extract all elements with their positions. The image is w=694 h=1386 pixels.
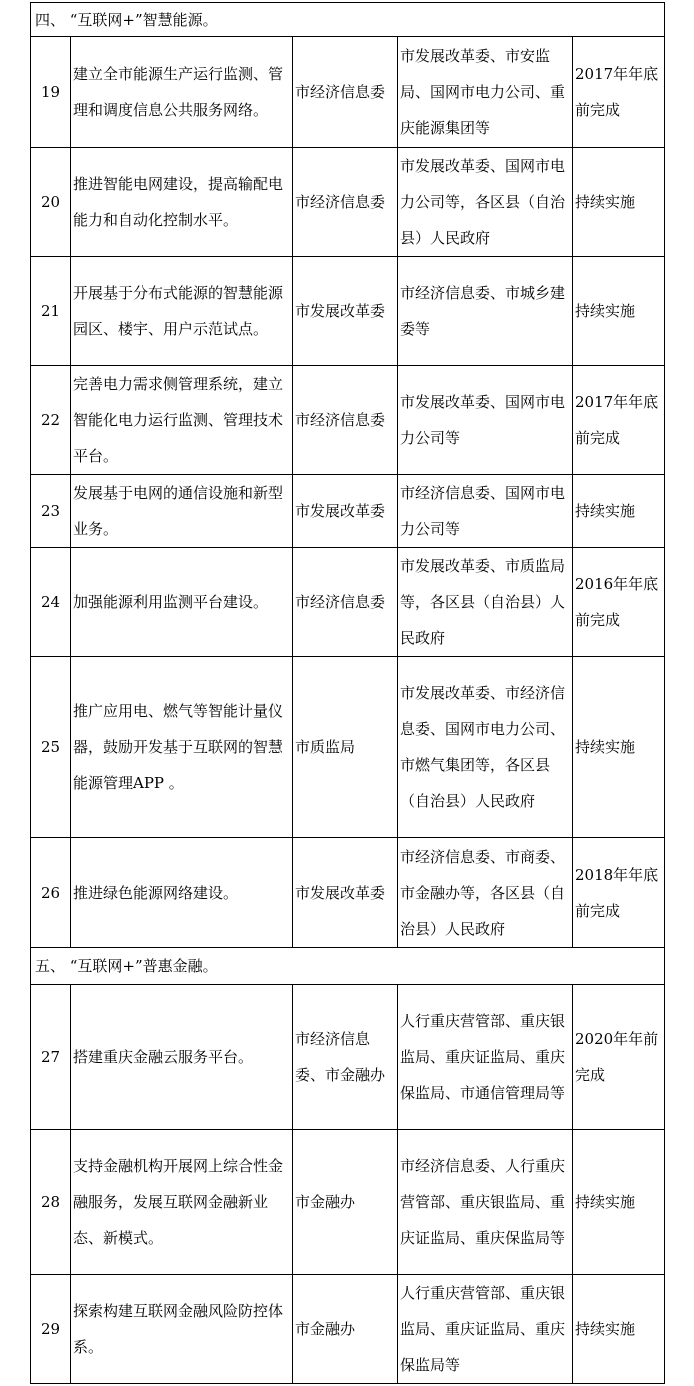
- row-number: 19: [31, 37, 71, 148]
- partner-units-cell: 市经济信息委、市商委、市金融办等，各区县（自治县）人民政府: [398, 838, 573, 948]
- table-row: [31, 1130, 665, 1275]
- deadline-cell: 2017年年底前完成: [573, 366, 665, 475]
- row-number: 20: [31, 148, 71, 257]
- deadline-cell: 2018年年底前完成: [573, 838, 665, 948]
- row-number: 26: [31, 838, 71, 948]
- task-cell: 支持金融机构开展网上综合性金融服务，发展互联网金融新业态、新模式。: [71, 1130, 293, 1275]
- row-number: 25: [31, 657, 71, 838]
- task-table: [30, 2, 665, 1384]
- partner-units-cell: 市发展改革委、国网市电力公司等: [398, 366, 573, 475]
- table-row: [31, 548, 665, 657]
- section-header-row: [31, 3, 665, 37]
- partner-units-cell: 人行重庆营管部、重庆银监局、重庆证监局、重庆保监局、市通信管理局等: [398, 985, 573, 1130]
- table-row: [31, 148, 665, 257]
- deadline-cell: 2020年年前完成: [573, 985, 665, 1130]
- table-row: [31, 985, 665, 1130]
- partner-units-cell: 市经济信息委、人行重庆营管部、重庆银监局、重庆证监局、重庆保监局等: [398, 1130, 573, 1275]
- task-cell: 开展基于分布式能源的智慧能源园区、楼宇、用户示范试点。: [71, 257, 293, 366]
- row-number: 28: [31, 1130, 71, 1275]
- row-number: 23: [31, 475, 71, 548]
- deadline-cell: 2017年年底前完成: [573, 37, 665, 148]
- lead-unit-cell: 市金融办: [293, 1130, 398, 1275]
- partner-units-cell: 市经济信息委、国网市电力公司等: [398, 475, 573, 548]
- deadline-cell: 持续实施: [573, 657, 665, 838]
- lead-unit-cell: 市经济信息委: [293, 148, 398, 257]
- table-row: [31, 657, 665, 838]
- task-cell: 建立全市能源生产运行监测、管理和调度信息公共服务网络。: [71, 37, 293, 148]
- deadline-cell: 2016年年底前完成: [573, 548, 665, 657]
- deadline-cell: 持续实施: [573, 1275, 665, 1384]
- deadline-cell: 持续实施: [573, 475, 665, 548]
- lead-unit-cell: 市经济信息委: [293, 366, 398, 475]
- row-number: 29: [31, 1275, 71, 1384]
- task-table-container: [30, 2, 664, 1384]
- deadline-cell: 持续实施: [573, 1130, 665, 1275]
- task-cell: 推进智能电网建设，提高输配电能力和自动化控制水平。: [71, 148, 293, 257]
- lead-unit-cell: 市发展改革委: [293, 475, 398, 548]
- lead-unit-cell: 市质监局: [293, 657, 398, 838]
- task-cell: 推广应用电、燃气等智能计量仪器，鼓励开发基于互联网的智慧能源管理APP 。: [71, 657, 293, 838]
- partner-units-cell: 市发展改革委、市质监局等，各区县（自治县）人民政府: [398, 548, 573, 657]
- task-cell: 搭建重庆金融云服务平台。: [71, 985, 293, 1130]
- task-cell: 发展基于电网的通信设施和新型业务。: [71, 475, 293, 548]
- partner-units-cell: 市发展改革委、市经济信息委、国网市电力公司、市燃气集团等，各区县（自治县）人民政府: [398, 657, 573, 838]
- lead-unit-cell: 市经济信息委: [293, 37, 398, 148]
- task-cell: 探索构建互联网金融风险防控体系。: [71, 1275, 293, 1384]
- table-row: [31, 838, 665, 948]
- table-row: [31, 366, 665, 475]
- lead-unit-cell: 市发展改革委: [293, 838, 398, 948]
- table-row: [31, 475, 665, 548]
- partner-units-cell: 人行重庆营管部、重庆银监局、重庆证监局、重庆保监局等: [398, 1275, 573, 1384]
- table-row: [31, 1275, 665, 1384]
- task-cell: 推进绿色能源网络建设。: [71, 838, 293, 948]
- task-cell: 加强能源利用监测平台建设。: [71, 548, 293, 657]
- lead-unit-cell: 市金融办: [293, 1275, 398, 1384]
- row-number: 21: [31, 257, 71, 366]
- deadline-cell: 持续实施: [573, 257, 665, 366]
- row-number: 22: [31, 366, 71, 475]
- deadline-cell: 持续实施: [573, 148, 665, 257]
- partner-units-cell: 市经济信息委、市城乡建委等: [398, 257, 573, 366]
- lead-unit-cell: 市经济信息委: [293, 548, 398, 657]
- task-cell: 完善电力需求侧管理系统，建立智能化电力运行监测、管理技术平台。: [71, 366, 293, 475]
- lead-unit-cell: 市经济信息委、市金融办: [293, 985, 398, 1130]
- lead-unit-cell: 市发展改革委: [293, 257, 398, 366]
- partner-units-cell: 市发展改革委、国网市电力公司等，各区县（自治县）人民政府: [398, 148, 573, 257]
- table-row: [31, 37, 665, 148]
- table-row: [31, 257, 665, 366]
- row-number: 24: [31, 548, 71, 657]
- section-title: 四、 “互联网+”智慧能源。: [31, 3, 665, 37]
- section-title: 五、 “互联网+”普惠金融。: [31, 948, 665, 985]
- partner-units-cell: 市发展改革委、市安监局、国网市电力公司、重庆能源集团等: [398, 37, 573, 148]
- row-number: 27: [31, 985, 71, 1130]
- section-header-row: [31, 948, 665, 985]
